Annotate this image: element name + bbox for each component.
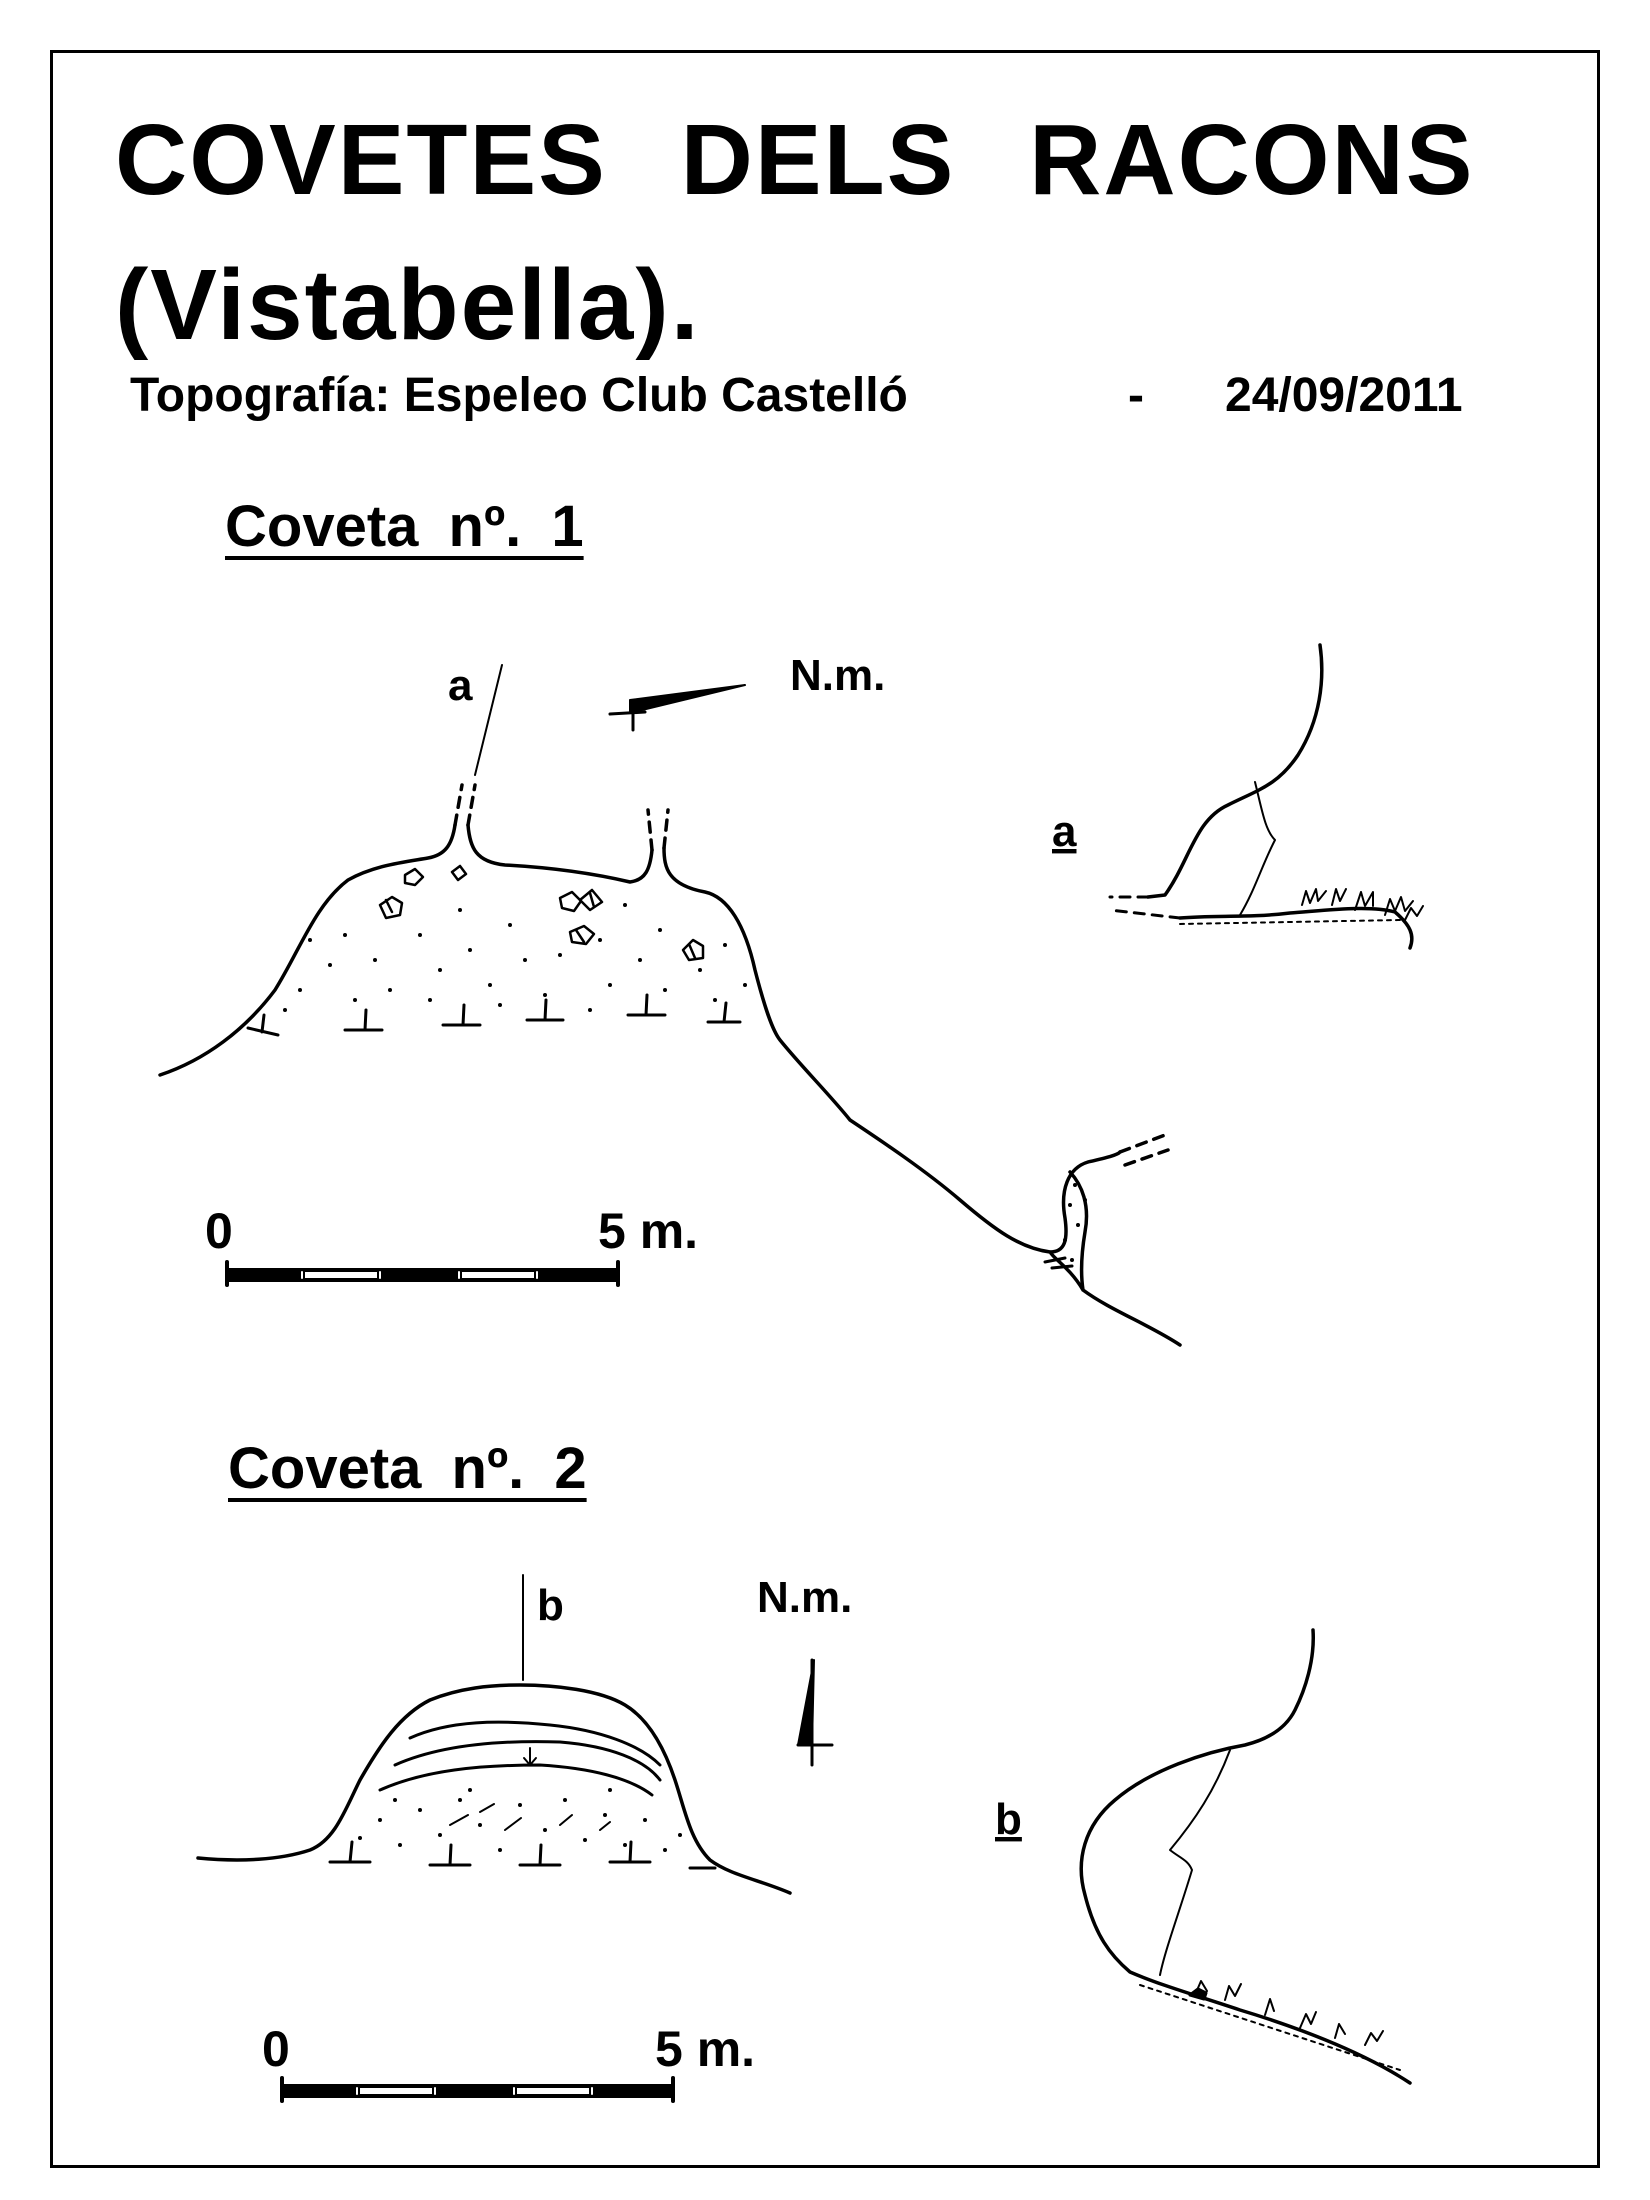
section-b-vegetation xyxy=(1195,1981,1383,2045)
coveta-2-plan xyxy=(198,1575,790,1893)
north-label-1: N.m. xyxy=(790,651,886,700)
scale-1-start-label: 0 xyxy=(205,1203,233,1259)
profile-line-a xyxy=(475,665,502,775)
cross-section-a xyxy=(1110,645,1423,948)
coveta-1-plan-outline xyxy=(160,825,1180,1345)
cross-section-b xyxy=(1081,1630,1410,2083)
section-label-b: b xyxy=(995,1795,1022,1844)
coveta-2-heading: Coveta nº. 2 xyxy=(228,1436,587,1501)
scale-1-end-label: 5 m. xyxy=(598,1203,699,1259)
scale-2-start-label: 0 xyxy=(262,2021,290,2077)
credits-label: Topografía: Espeleo Club Castelló xyxy=(130,369,908,422)
coveta-2-ground-ticks xyxy=(330,1842,715,1868)
coveta-1-north-arrow xyxy=(610,685,745,730)
section-b-outline xyxy=(1081,1630,1410,2083)
coveta-2-rubble xyxy=(450,1804,610,1830)
section-a-outline xyxy=(1148,645,1322,897)
title-line-2: (Vistabella). xyxy=(115,249,701,361)
scale-2-end-label: 5 m. xyxy=(655,2021,756,2077)
profile-label-b: b xyxy=(537,1581,564,1630)
coveta-1-blocks xyxy=(380,866,703,960)
coveta-1-scale-bar xyxy=(225,1262,620,1285)
section-label-a: a xyxy=(1052,807,1077,856)
credits-date: 24/09/2011 xyxy=(1225,369,1463,422)
coveta-2-north-arrow xyxy=(798,1660,832,1765)
section-a-vegetation xyxy=(1302,889,1423,920)
north-label-2: N.m. xyxy=(757,1573,853,1622)
credits-separator: - xyxy=(1128,369,1144,422)
coveta-2-plan-outline xyxy=(198,1685,790,1893)
coveta-2-scale-bar xyxy=(280,2078,675,2101)
title-line-1: COVETES DELS RACONS xyxy=(115,104,1475,216)
coveta-1-heading: Coveta nº. 1 xyxy=(225,494,584,559)
profile-label-a: a xyxy=(448,661,473,710)
